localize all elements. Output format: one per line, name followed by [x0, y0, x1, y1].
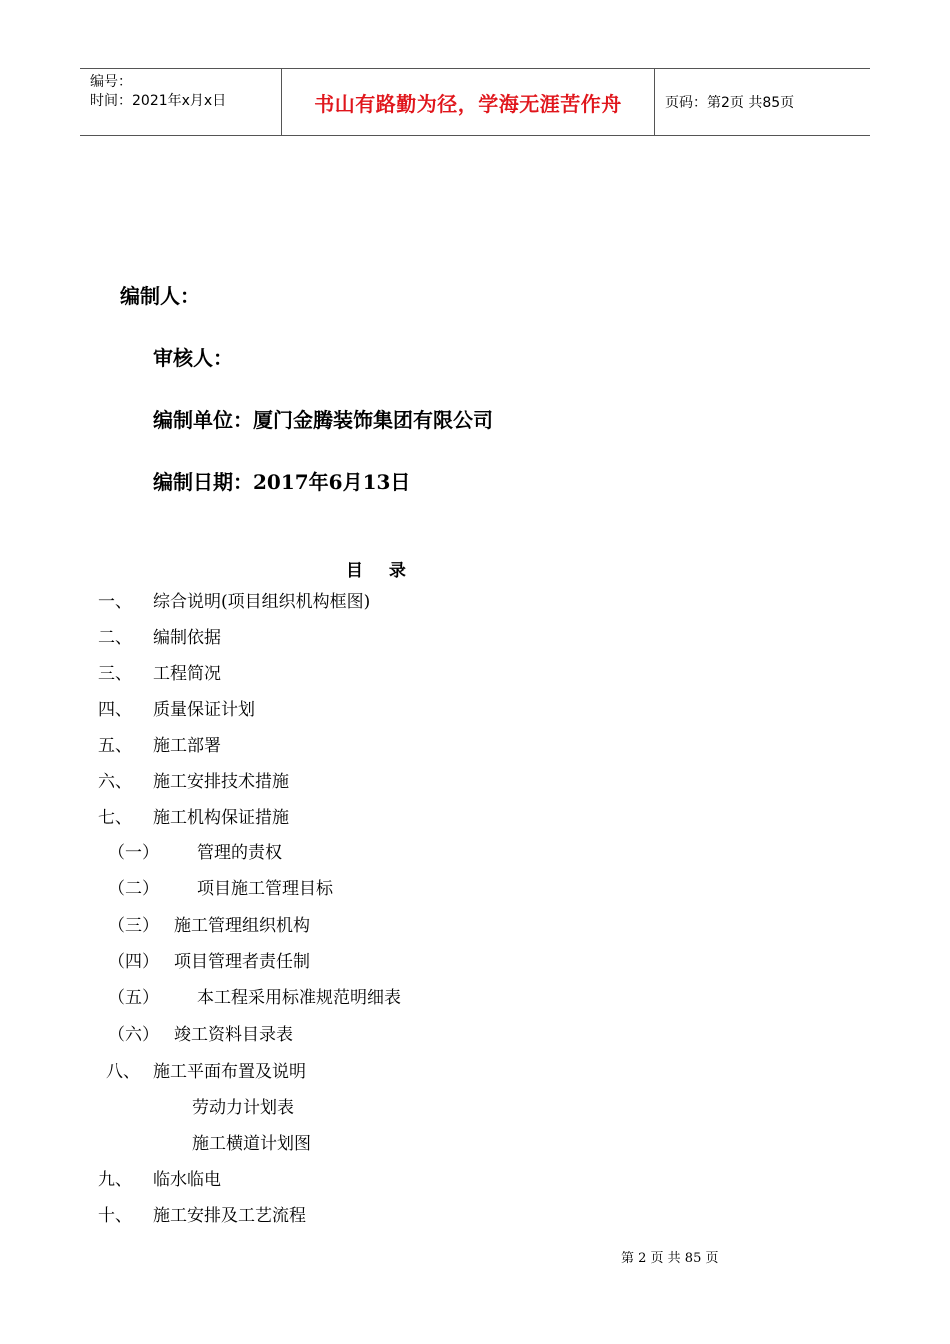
toc-item-text: 施工平面布置及说明 [153, 1062, 306, 1082]
toc-item-number: （五） [108, 988, 159, 1008]
unit-line: 编制单位：厦门金腾装饰集团有限公司 [153, 408, 493, 432]
page-footer: 第 2 页 共 85 页 [621, 1251, 719, 1266]
toc-item-text: 施工部署 [153, 736, 221, 756]
toc-item-text: 临水临电 [153, 1170, 221, 1190]
toc-item-number: 三、 [98, 664, 132, 684]
author-line: 编制人： [120, 284, 200, 308]
toc-item-text: 施工管理组织机构 [174, 916, 310, 936]
toc-item-number: （六） [108, 1025, 159, 1045]
toc-item-text: 竣工资料目录表 [174, 1025, 293, 1045]
header-motto-cell [282, 69, 655, 135]
page-header [80, 68, 870, 136]
toc-item-text: 管理的责权 [197, 843, 282, 863]
toc-title: 目 录 [346, 561, 416, 581]
toc-item-text: 工程简况 [153, 664, 221, 684]
motto-text: 书山有路勤为径，学海无涯苦作舟 [314, 91, 622, 116]
number-label: 编号： [90, 74, 132, 90]
toc-item-number: 九、 [98, 1170, 132, 1190]
header-info-cell [80, 69, 282, 135]
toc-item-text: 施工安排技术措施 [153, 772, 289, 792]
toc-item-number: （一） [108, 843, 159, 863]
toc-item-text: 施工安排及工艺流程 [153, 1206, 306, 1226]
toc-item-number: （四） [108, 952, 159, 972]
toc-item-number: 八、 [106, 1062, 140, 1082]
page-info: 页码：第2页 共85页 [665, 95, 795, 111]
toc-item-text: 施工机构保证措施 [153, 808, 289, 828]
toc-item-text: 综合说明(项目组织机构框图) [153, 592, 371, 612]
toc-item-number: （二） [108, 879, 159, 899]
toc-item-number: （三） [108, 916, 159, 936]
reviewer-line: 审核人： [153, 346, 233, 370]
date-line: 编制日期：2017年6月13日 [153, 470, 411, 494]
toc-item-number: 六、 [98, 772, 132, 792]
toc-item-text: 项目施工管理目标 [197, 879, 333, 899]
time-label: 时间：2021年x月x日 [90, 93, 227, 109]
toc-item-text: 质量保证计划 [153, 700, 255, 720]
toc-item-number: 四、 [98, 700, 132, 720]
toc-item-text: 项目管理者责任制 [174, 952, 310, 972]
toc-item-number: 五、 [98, 736, 132, 756]
toc-item-text: 本工程采用标准规范明细表 [197, 988, 401, 1008]
toc-item-text: 编制依据 [153, 628, 221, 648]
header-page-cell [655, 69, 870, 135]
toc-item-text: 施工横道计划图 [192, 1134, 311, 1154]
toc-item-number: 十、 [98, 1206, 132, 1226]
toc-item-number: 七、 [98, 808, 132, 828]
toc-item-number: 一、 [98, 592, 132, 612]
toc-item-number: 二、 [98, 628, 132, 648]
toc-item-text: 劳动力计划表 [192, 1098, 294, 1118]
